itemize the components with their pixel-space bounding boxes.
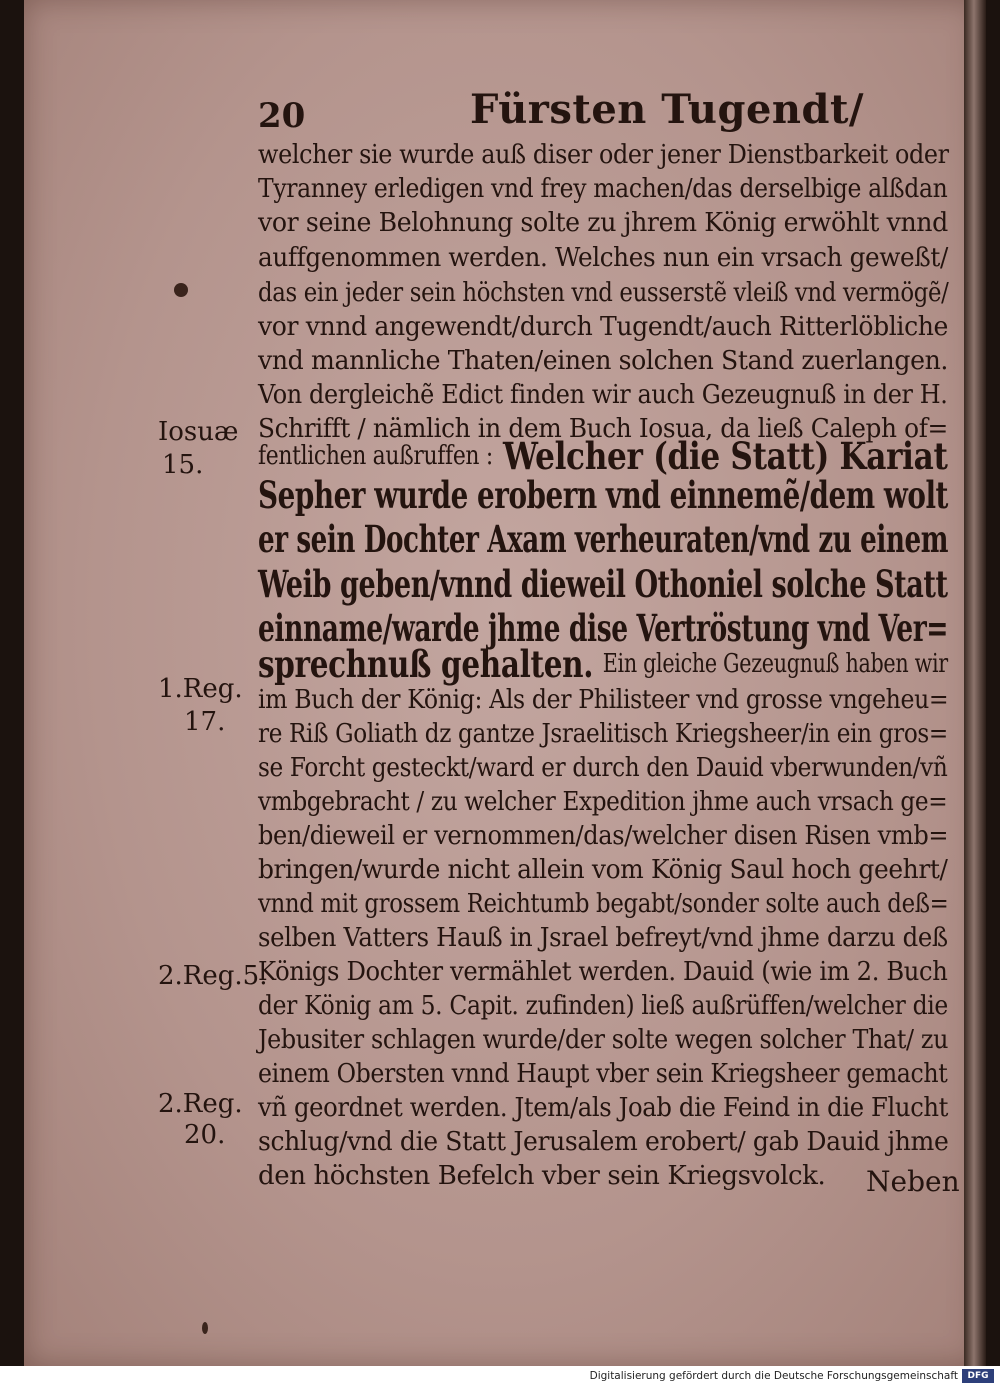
text-line: schlug/vnd die Statt Jerusalem erobert/ gab Dauid jhme (258, 1127, 949, 1157)
text-line: Von dergleichẽ Edict finden wir auch Gezeugnuß in der H. (258, 380, 948, 410)
text-line: se Forcht gesteckt/ward er durch den Dauid vberwunden/vñ (258, 753, 948, 783)
ink-speck (174, 283, 188, 297)
text-line: den höchsten Befelch vber sein Kriegsvolck. (258, 1161, 826, 1191)
margin-note: 2.Reg. (158, 1089, 243, 1119)
text-line: einem Obersten vnnd Haupt vber sein Kriegsheer gemacht (258, 1059, 948, 1089)
text-line: vñ geordnet werden. Jtem/als Joab die Feind in die Flucht (258, 1093, 949, 1123)
text-line: das ein jeder sein höchsten vnd eusserstẽ vleiß vnd vermögẽ/ (258, 278, 949, 308)
running-title: Fürsten Tugendt/ (470, 86, 865, 133)
text-line-mixed (258, 434, 948, 478)
text-line: vmbgebracht / zu welcher Expedition jhme auch vrsach ge= (258, 787, 948, 817)
margin-note: Iosuæ (158, 417, 239, 447)
text-line: Tyranney erledigen vnd frey machen/das derselbige alßdan (258, 174, 948, 204)
text-line: Königs Dochter vermählet werden. Dauid (wie im 2. Buch (258, 957, 948, 987)
margin-note: 1.Reg. (158, 674, 243, 704)
text-line-emphasis: Sepher wurde erobern vnd einnemẽ/dem wolt (258, 473, 948, 517)
text-line: welcher sie wurde auß diser oder jener Dienstbarkeit oder (258, 140, 949, 170)
text-line: im Buch der König: Als der Philisteer vnd grosse vngeheu= (258, 685, 949, 715)
text-line: Jebusiter schlagen wurde/der solte wegen solcher That/ zu (258, 1025, 949, 1055)
footer-credit: Digitalisierung gefördert durch die Deutsche Forschungsgemeinschaft (589, 1370, 958, 1382)
text-segment: Ein gleiche Gezeugnuß haben wir (602, 649, 948, 679)
margin-note: 15. (162, 450, 204, 480)
page-edge (964, 0, 986, 1366)
margin-note: 17. (184, 707, 226, 737)
text-line: auffgenommen werden. Welches nun ein vrsach geweßt/ (258, 243, 948, 273)
text-line-emphasis: er sein Dochter Axam verheuraten/vnd zu einem (258, 517, 949, 561)
margin-note: 2.Reg.5. (158, 961, 268, 991)
text-line: Schrifft / nämlich in dem Buch Iosua, da ließ Caleph of= (258, 414, 948, 444)
page-header (258, 86, 958, 146)
text-line: vor vnnd angewendt/durch Tugendt/auch Ritterlöbliche (258, 312, 949, 342)
text-segment-emphasis: Welcher (die Statt) Kariat (502, 434, 948, 478)
text-line: ben/dieweil er vernommen/das/welcher disen Risen vmb= (258, 821, 949, 851)
text-segment-emphasis: sprechnuß gehalten. (258, 642, 594, 686)
text-line: selben Vatters Hauß in Jsrael befreyt/vnd jhme darzu deß (258, 923, 948, 953)
text-line: bringen/wurde nicht allein vom König Saul hoch geehrt/ (258, 855, 948, 885)
text-line: vor seine Belohnung solte zu jhrem König erwöhlt vnnd (258, 208, 948, 238)
text-line: vnd mannliche Thaten/einen solchen Stand zuerlangen. (258, 346, 949, 376)
dfg-logo: DFG (962, 1369, 994, 1383)
page-number: 20 (258, 96, 306, 136)
text-line-emphasis: einname/warde jhme dise Vertröstung vnd Ver= (258, 606, 949, 650)
text-segment: fentlichen außruffen : (258, 441, 493, 471)
footer-bar (0, 1366, 1000, 1387)
text-line: vnnd mit grossem Reichtumb begabt/sonder solte auch deß= (258, 889, 949, 919)
text-line: re Riß Goliath dz gantze Jsraelitisch Kriegsheer/in ein gros= (258, 719, 948, 749)
text-line-mixed (258, 642, 948, 686)
margin-note: 20. (184, 1120, 226, 1150)
ink-speck (202, 1322, 208, 1334)
text-line: der König am 5. Capit. zufinden) ließ außrüffen/welcher die (258, 991, 948, 1021)
text-line-emphasis: Weib geben/vnnd dieweil Othoniel solche Statt (258, 562, 948, 606)
catchword: Neben (866, 1165, 960, 1198)
